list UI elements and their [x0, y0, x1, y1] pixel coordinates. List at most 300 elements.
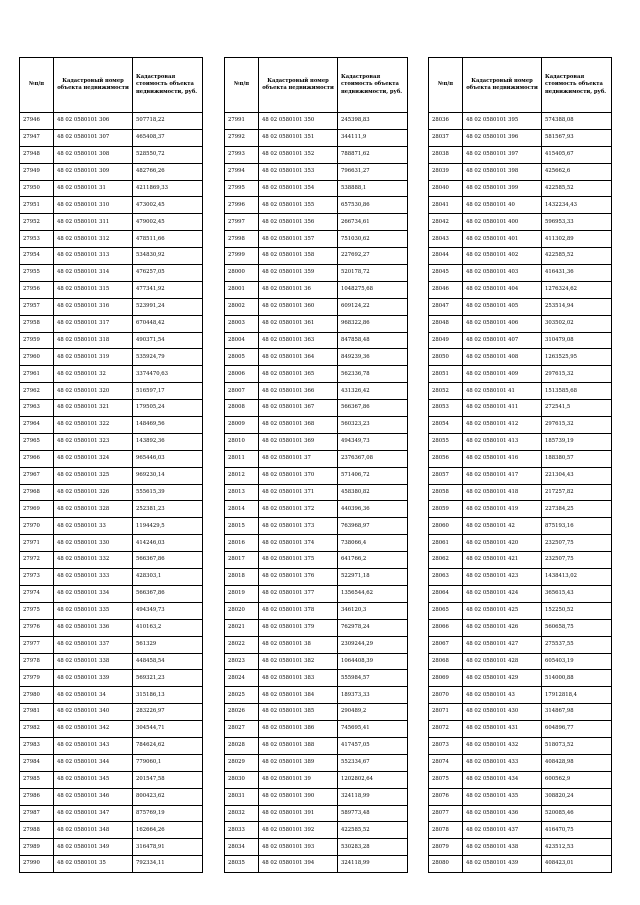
cadastral-value: 227692,27 [338, 248, 408, 265]
cadastral-number: 48 02 0580101 400 [463, 214, 542, 231]
cadastral-value: 179505,24 [133, 400, 203, 417]
row-number: 27987 [20, 805, 54, 822]
row-number: 28063 [429, 569, 463, 586]
cadastral-number: 48 02 0580101 318 [54, 332, 133, 349]
table-row [20, 670, 203, 687]
table-row [20, 214, 203, 231]
cadastral-number: 48 02 0580101 419 [463, 501, 542, 518]
row-number: 28009 [225, 417, 259, 434]
cadastral-value: 641766,2 [338, 552, 408, 569]
cadastral-value: 290489,2 [338, 704, 408, 721]
cadastral-value: 535924,79 [133, 349, 203, 366]
row-number: 27991 [225, 113, 259, 130]
table-row [20, 704, 203, 721]
row-number: 27988 [20, 822, 54, 839]
cadastral-number: 48 02 0580101 365 [259, 366, 338, 383]
row-number: 27946 [20, 113, 54, 130]
table-row [20, 569, 203, 586]
cadastral-value: 297615,32 [542, 366, 612, 383]
row-number: 28052 [429, 383, 463, 400]
row-number: 28037 [429, 129, 463, 146]
cadastral-number: 48 02 0580101 388 [259, 737, 338, 754]
cadastral-value: 17912818,4 [542, 687, 612, 704]
cadastral-value: 227384,25 [542, 501, 612, 518]
cadastral-number: 48 02 0580101 323 [54, 433, 133, 450]
cadastral-value: 670448,42 [133, 315, 203, 332]
table-row [429, 670, 612, 687]
row-number: 28003 [225, 315, 259, 332]
cadastral-value: 738066,4 [338, 535, 408, 552]
cadastral-number: 48 02 0580101 368 [259, 417, 338, 434]
table-row [20, 281, 203, 298]
table-row [20, 265, 203, 282]
table-row [20, 248, 203, 265]
cadastral-value: 308820,24 [542, 788, 612, 805]
cadastral-value: 314867,98 [542, 704, 612, 721]
table-row [20, 417, 203, 434]
header-cadastral-number: Кадастровый номер объекта недвижимости [54, 58, 133, 113]
cadastral-value: 560323,23 [338, 417, 408, 434]
cadastral-value: 555984,57 [338, 670, 408, 687]
cadastral-value: 411302,89 [542, 231, 612, 248]
cadastral-number: 48 02 0580101 403 [463, 265, 542, 282]
cadastral-number: 48 02 0580101 369 [259, 433, 338, 450]
cadastral-value: 965446,03 [133, 450, 203, 467]
cadastral-number: 48 02 0580101 425 [463, 602, 542, 619]
row-number: 27955 [20, 265, 54, 282]
cadastral-number: 48 02 0580101 412 [463, 417, 542, 434]
cadastral-number: 48 02 0580101 337 [54, 636, 133, 653]
table-row [20, 113, 203, 130]
header-cadastral-number: Кадастровый номер объекта недвижимости [463, 58, 542, 113]
row-number: 27967 [20, 467, 54, 484]
row-number: 27998 [225, 231, 259, 248]
row-number: 27949 [20, 163, 54, 180]
row-number: 28070 [429, 687, 463, 704]
cadastral-number: 48 02 0580101 325 [54, 467, 133, 484]
table-row [20, 383, 203, 400]
cadastral-number: 48 02 0580101 364 [259, 349, 338, 366]
cadastral-number: 48 02 0580101 336 [54, 619, 133, 636]
row-number: 28025 [225, 687, 259, 704]
cadastral-value: 796631,27 [338, 163, 408, 180]
row-number: 28002 [225, 298, 259, 315]
row-number: 28065 [429, 602, 463, 619]
cadastral-number: 48 02 0580101 399 [463, 180, 542, 197]
cadastral-value: 1356544,62 [338, 585, 408, 602]
table-row [225, 231, 408, 248]
table-row [429, 484, 612, 501]
cadastral-value: 745695,41 [338, 721, 408, 738]
cadastral-number: 48 02 0580101 390 [259, 788, 338, 805]
cadastral-value: 875193,16 [542, 518, 612, 535]
cadastral-value: 507718,22 [133, 113, 203, 130]
table-row [20, 839, 203, 856]
cadastral-number: 48 02 0580101 317 [54, 315, 133, 332]
row-number: 28012 [225, 467, 259, 484]
table-header-row [225, 58, 408, 113]
row-number: 28071 [429, 704, 463, 721]
cadastral-number: 48 02 0580101 395 [463, 113, 542, 130]
row-number: 27986 [20, 788, 54, 805]
table-row [225, 535, 408, 552]
table-row [429, 417, 612, 434]
table-row [429, 315, 612, 332]
cadastral-number: 48 02 0580101 372 [259, 501, 338, 518]
cadastral-value: 763968,97 [338, 518, 408, 535]
cadastral-value: 751030,62 [338, 231, 408, 248]
cadastral-value: 538888,1 [338, 180, 408, 197]
cadastral-value: 516597,17 [133, 383, 203, 400]
cadastral-number: 48 02 0580101 389 [259, 754, 338, 771]
cadastral-value: 458380,82 [338, 484, 408, 501]
cadastral-number: 48 02 0580101 314 [54, 265, 133, 282]
row-number: 27948 [20, 146, 54, 163]
cadastral-number: 48 02 0580101 36 [259, 281, 338, 298]
row-number: 28005 [225, 349, 259, 366]
cadastral-number: 48 02 0580101 335 [54, 602, 133, 619]
cadastral-value: 792334,11 [133, 856, 203, 873]
cadastral-number: 48 02 0580101 378 [259, 602, 338, 619]
cadastral-number: 48 02 0580101 397 [463, 146, 542, 163]
row-number: 27978 [20, 653, 54, 670]
cadastral-number: 48 02 0580101 411 [463, 400, 542, 417]
cadastral-number: 48 02 0580101 342 [54, 721, 133, 738]
table-row [20, 619, 203, 636]
table-row [225, 265, 408, 282]
row-number: 28001 [225, 281, 259, 298]
cadastral-value: 514000,88 [542, 670, 612, 687]
cadastral-number: 48 02 0580101 377 [259, 585, 338, 602]
cadastral-value: 422585,52 [542, 248, 612, 265]
cadastral-number: 48 02 0580101 429 [463, 670, 542, 687]
table-row [429, 737, 612, 754]
cadastral-number: 48 02 0580101 433 [463, 754, 542, 771]
cadastral-value: 1194429,5 [133, 518, 203, 535]
cadastral-number: 48 02 0580101 408 [463, 349, 542, 366]
table-row [225, 501, 408, 518]
cadastral-value: 560658,75 [542, 619, 612, 636]
cadastral-number: 48 02 0580101 349 [54, 839, 133, 856]
cadastral-value: 800423,62 [133, 788, 203, 805]
cadastral-value: 574388,08 [542, 113, 612, 130]
cadastral-number: 48 02 0580101 361 [259, 315, 338, 332]
cadastral-number: 48 02 0580101 401 [463, 231, 542, 248]
row-number: 27984 [20, 754, 54, 771]
table-row [20, 653, 203, 670]
header-no: №п/п [225, 58, 259, 113]
cadastral-number: 48 02 0580101 416 [463, 450, 542, 467]
cadastral-value: 875769,19 [133, 805, 203, 822]
row-number: 27969 [20, 501, 54, 518]
row-number: 27966 [20, 450, 54, 467]
row-number: 28033 [225, 822, 259, 839]
row-number: 28044 [429, 248, 463, 265]
cadastral-number: 48 02 0580101 392 [259, 822, 338, 839]
table-row [225, 113, 408, 130]
table-row [225, 687, 408, 704]
row-number: 27972 [20, 552, 54, 569]
row-number: 27981 [20, 704, 54, 721]
cadastral-number: 48 02 0580101 328 [54, 501, 133, 518]
cadastral-value: 566367,86 [133, 585, 203, 602]
cadastral-value: 555615,39 [133, 484, 203, 501]
cadastral-number: 48 02 0580101 430 [463, 704, 542, 721]
row-number: 28028 [225, 737, 259, 754]
cadastral-value: 490371,54 [133, 332, 203, 349]
cadastral-value: 494349,73 [133, 602, 203, 619]
cadastral-number: 48 02 0580101 38 [259, 636, 338, 653]
row-number: 28064 [429, 585, 463, 602]
table-row [429, 366, 612, 383]
table-header-row [429, 58, 612, 113]
cadastral-number: 48 02 0580101 360 [259, 298, 338, 315]
table-row [225, 433, 408, 450]
cadastral-number: 48 02 0580101 374 [259, 535, 338, 552]
cadastral-table-1 [19, 57, 203, 873]
cadastral-number: 48 02 0580101 439 [463, 856, 542, 873]
cadastral-number: 48 02 0580101 343 [54, 737, 133, 754]
cadastral-value: 189373,33 [338, 687, 408, 704]
cadastral-number: 48 02 0580101 338 [54, 653, 133, 670]
table-row [20, 822, 203, 839]
cadastral-number: 48 02 0580101 396 [463, 129, 542, 146]
row-number: 27974 [20, 585, 54, 602]
table-row [225, 569, 408, 586]
cadastral-value: 422585,52 [542, 180, 612, 197]
row-number: 28067 [429, 636, 463, 653]
cadastral-number: 48 02 0580101 43 [463, 687, 542, 704]
cadastral-value: 473002,45 [133, 197, 203, 214]
row-number: 27947 [20, 129, 54, 146]
table-row [20, 450, 203, 467]
cadastral-value: 571406,72 [338, 467, 408, 484]
cadastral-number: 48 02 0580101 350 [259, 113, 338, 130]
table-row [429, 805, 612, 822]
table-row [225, 180, 408, 197]
cadastral-value: 784624,62 [133, 737, 203, 754]
table-row [20, 298, 203, 315]
cadastral-value: 365615,43 [542, 585, 612, 602]
row-number: 27960 [20, 349, 54, 366]
cadastral-value: 968322,86 [338, 315, 408, 332]
cadastral-value: 518073,52 [542, 737, 612, 754]
cadastral-value: 4211869,33 [133, 180, 203, 197]
cadastral-number: 48 02 0580101 358 [259, 248, 338, 265]
row-number: 27965 [20, 433, 54, 450]
row-number: 27961 [20, 366, 54, 383]
table-row [20, 163, 203, 180]
table-row [225, 349, 408, 366]
table-row [20, 129, 203, 146]
table-row [20, 484, 203, 501]
table-row [20, 518, 203, 535]
cadastral-number: 48 02 0580101 321 [54, 400, 133, 417]
cadastral-value: 148469,56 [133, 417, 203, 434]
cadastral-number: 48 02 0580101 308 [54, 146, 133, 163]
row-number: 28060 [429, 518, 463, 535]
row-number: 27968 [20, 484, 54, 501]
cadastral-number: 48 02 0580101 41 [463, 383, 542, 400]
row-number: 28078 [429, 822, 463, 839]
row-number: 27983 [20, 737, 54, 754]
cadastral-number: 48 02 0580101 312 [54, 231, 133, 248]
table-row [429, 467, 612, 484]
table-row [429, 113, 612, 130]
cadastral-number: 48 02 0580101 367 [259, 400, 338, 417]
cadastral-number: 48 02 0580101 435 [463, 788, 542, 805]
table-row [225, 721, 408, 738]
cadastral-number: 48 02 0580101 355 [259, 197, 338, 214]
table-row [20, 315, 203, 332]
table-row [225, 467, 408, 484]
cadastral-number: 48 02 0580101 319 [54, 349, 133, 366]
table-row [429, 214, 612, 231]
table-row [429, 298, 612, 315]
table-row [225, 315, 408, 332]
cadastral-value: 605403,19 [542, 653, 612, 670]
cadastral-value: 561329 [133, 636, 203, 653]
row-number: 28006 [225, 366, 259, 383]
row-number: 28004 [225, 332, 259, 349]
cadastral-number: 48 02 0580101 404 [463, 281, 542, 298]
row-number: 28039 [429, 163, 463, 180]
cadastral-number: 48 02 0580101 427 [463, 636, 542, 653]
table-row [225, 704, 408, 721]
header-cadastral-value: Кадастровая стоимость объекта недвижимости, руб. [338, 58, 408, 113]
table-row [20, 180, 203, 197]
table-row [429, 856, 612, 873]
table-row [429, 400, 612, 417]
cadastral-value: 185739,19 [542, 433, 612, 450]
row-number: 28062 [429, 552, 463, 569]
cadastral-value: 346120,3 [338, 602, 408, 619]
cadastral-number: 48 02 0580101 315 [54, 281, 133, 298]
table-row [225, 636, 408, 653]
table-row [225, 400, 408, 417]
cadastral-number: 48 02 0580101 348 [54, 822, 133, 839]
cadastral-number: 48 02 0580101 366 [259, 383, 338, 400]
cadastral-value: 245398,83 [338, 113, 408, 130]
table-row [429, 265, 612, 282]
table-row [20, 552, 203, 569]
cadastral-value: 604896,77 [542, 721, 612, 738]
table-row [20, 535, 203, 552]
cadastral-number: 48 02 0580101 310 [54, 197, 133, 214]
row-number: 28046 [429, 281, 463, 298]
cadastral-value: 528550,72 [133, 146, 203, 163]
table-row [225, 366, 408, 383]
row-number: 28007 [225, 383, 259, 400]
cadastral-number: 48 02 0580101 406 [463, 315, 542, 332]
row-number: 28053 [429, 400, 463, 417]
row-number: 28021 [225, 619, 259, 636]
row-number: 28022 [225, 636, 259, 653]
row-number: 28047 [429, 298, 463, 315]
table-header-row [20, 58, 203, 113]
cadastral-number: 48 02 0580101 356 [259, 214, 338, 231]
row-number: 28014 [225, 501, 259, 518]
cadastral-value: 275537,55 [542, 636, 612, 653]
row-number: 28061 [429, 535, 463, 552]
cadastral-value: 448458,54 [133, 653, 203, 670]
table-row [20, 771, 203, 788]
cadastral-value: 581567,93 [542, 129, 612, 146]
cadastral-table-3 [428, 57, 612, 873]
table-row [429, 704, 612, 721]
cadastral-value: 408423,01 [542, 856, 612, 873]
cadastral-value: 303502,02 [542, 315, 612, 332]
row-number: 28013 [225, 484, 259, 501]
cadastral-number: 48 02 0580101 376 [259, 569, 338, 586]
table-row [429, 754, 612, 771]
row-number: 27952 [20, 214, 54, 231]
cadastral-value: 297615,32 [542, 417, 612, 434]
table-row [20, 721, 203, 738]
table-row [225, 332, 408, 349]
header-no: №п/п [20, 58, 54, 113]
table-row [429, 535, 612, 552]
row-number: 28016 [225, 535, 259, 552]
cadastral-number: 48 02 0580101 340 [54, 704, 133, 721]
cadastral-value: 315186,13 [133, 687, 203, 704]
cadastral-value: 1438413,02 [542, 569, 612, 586]
cadastral-value: 143892,36 [133, 433, 203, 450]
cadastral-value: 530283,28 [338, 839, 408, 856]
table-row [429, 501, 612, 518]
cadastral-value: 408428,98 [542, 754, 612, 771]
cadastral-value: 221304,43 [542, 467, 612, 484]
row-number: 27992 [225, 129, 259, 146]
cadastral-value: 1276324,62 [542, 281, 612, 298]
cadastral-value: 152250,52 [542, 602, 612, 619]
table-row [429, 619, 612, 636]
cadastral-number: 48 02 0580101 33 [54, 518, 133, 535]
row-number: 28056 [429, 450, 463, 467]
cadastral-number: 48 02 0580101 417 [463, 467, 542, 484]
row-number: 28032 [225, 805, 259, 822]
table-row [429, 822, 612, 839]
header-cadastral-value: Кадастровая стоимость объекта недвижимости, руб. [133, 58, 203, 113]
cadastral-number: 48 02 0580101 354 [259, 180, 338, 197]
cadastral-value: 476257,05 [133, 265, 203, 282]
cadastral-number: 48 02 0580101 39 [259, 771, 338, 788]
table-row [429, 332, 612, 349]
cadastral-number: 48 02 0580101 382 [259, 653, 338, 670]
cadastral-number: 48 02 0580101 40 [463, 197, 542, 214]
cadastral-value: 479002,45 [133, 214, 203, 231]
cadastral-value: 283226,97 [133, 704, 203, 721]
cadastral-number: 48 02 0580101 320 [54, 383, 133, 400]
cadastral-table-2 [224, 57, 408, 873]
row-number: 28054 [429, 417, 463, 434]
table-row [429, 197, 612, 214]
table-row [225, 383, 408, 400]
cadastral-number: 48 02 0580101 322 [54, 417, 133, 434]
cadastral-value: 252381,23 [133, 501, 203, 518]
cadastral-number: 48 02 0580101 324 [54, 450, 133, 467]
cadastral-number: 48 02 0580101 344 [54, 754, 133, 771]
cadastral-number: 48 02 0580101 306 [54, 113, 133, 130]
cadastral-number: 48 02 0580101 431 [463, 721, 542, 738]
cadastral-number: 48 02 0580101 370 [259, 467, 338, 484]
table-row [225, 450, 408, 467]
table-row [20, 805, 203, 822]
row-number: 28035 [225, 856, 259, 873]
table-row [429, 349, 612, 366]
cadastral-value: 3374470,63 [133, 366, 203, 383]
row-number: 28074 [429, 754, 463, 771]
